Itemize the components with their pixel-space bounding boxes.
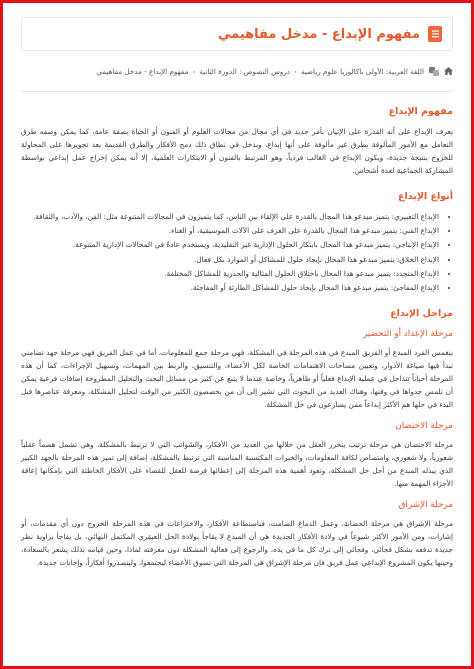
list-item: • الإبداع التعبيري: يتميز مبدعو هذا المجال بالقدرة على الإلقاء بين الناس، كما يتميزون في المجالات المتنوعة مثل: الفن، والأدب، والثقافة.	[21, 210, 439, 223]
list-item: • الإبداع الإنتاجي: يتميز مبدعو هذا المجال بابتكار الحلول الإدارية غير التقليدية، ويستخدم عادةً في المجالات الإدارية المتنوعة.	[21, 238, 439, 251]
section-heading-types: أنواع الإبداع	[398, 191, 453, 202]
translate-icon[interactable]	[429, 67, 439, 76]
illumination-paragraph: مرحلة الإشراق هي مرحلة الحضانة، وعمل الدماغ الصامت، فباستطاعة الأفكار، والاختراعات في هذه المرحلة الخروج دون أي مقدمات، أو إشارات، ومن الأمور الأكثر شيوعاً في ولادة الأفكار الجديدة هي أن المبدع لا يقاجأ بولادة الحل العبقري المكتمل النهائي، بل يفاجأ بزاوية نظر جديدة تدفعه بشكل فجائي، وفجائي إلى ترك كل ما في يده، والرجوع إلى فعالية المشكلة دون معرفته لماذا، وحين قيامه بذلك يشعر بالسعادة، وحينها يكون المشروع الإبداعي عمل فريق فإن مرحلة الإشراق هي المرحلة التي تسوق الأعضاء ليجتمعوا، وليتصدروا أفكاراً، وإجابات جديدة.	[21, 519, 453, 568]
subheading-illumination: مرحلة الإشراق	[398, 500, 453, 511]
breadcrumb-item[interactable]: اللغة العربية: الأولى باكالوريا علوم رياضية	[300, 66, 424, 76]
list-item: • الإبداع المفاجئ: يتميز مبدعو هذا المجال بإيجاد حلول للمشاكل الطارئة أو المفاجئة.	[21, 281, 439, 294]
breadcrumb-separator-icon: ›	[294, 66, 297, 76]
preparation-paragraph: ينغمس الفرد المبدع أو الفريق المبدع في هذه المرحلة في المشكلة، فهي مرحلة جمع للمعلومات، أما في عمل الفريق فهي مرحلة جهد تضامني تبدأ فيها صياغة الأدوار، وتعيين مساحات الاهتمامات الخاصة لكل الأعضاء، والتنسيق، والربط بين المهمات، وتسهيل الإجراءات، كما أن هذه المرحلة أحياناً تتداخل في عملية الإبداع فعلياً أو ظاهرياً، وخاصة عندما لا يتبع عن كثير من مسائل البحث والتحليل المطروحة إضافات فرعية يمكن أن تلمس جدواها في وقتها، وهناك العديد من البحوث التي تشير إلى أن من يخصصون الكثير من الوقت لتحليل المشكلة، ومعرفة عناصرها قبل البدء في حلها هم الأكثر إبداعاً ممن يسارعون في حل المشكلة.	[21, 348, 453, 410]
types-list	[21, 210, 439, 294]
breadcrumb-item[interactable]: دروس النصوص : الدورة الثانية	[199, 66, 291, 76]
document-icon	[428, 26, 442, 42]
breadcrumb	[21, 61, 453, 81]
page-header	[21, 17, 453, 51]
list-item: • الإبداع المتجدد: يتميز مبدعو هذا المجال باختلاق الحلول المثالية والجذرية للمشاكل المختلفة.	[21, 267, 439, 280]
page	[3, 17, 471, 569]
subheading-preparation: مرحلة الإعداد أو التحضير	[363, 329, 453, 340]
section-heading-stages: مراحل الإبداع	[390, 308, 453, 320]
list-item: • الإبداع الخلاق: يتميز مبدعو هذا المجال بإيجاد حلول للمشاكل أو الموارد بكل فعال.	[21, 253, 439, 266]
home-icon[interactable]	[444, 67, 453, 75]
page-title: مفهوم الإبداع - مدخل مفاهيمي	[217, 26, 420, 42]
subheading-incubation: مرحلة الاحتضان	[395, 421, 453, 432]
breadcrumb-item: مفهوم الإبداع - مدخل مفاهيمي	[96, 66, 189, 76]
list-item: • الإبداع الفني: يتميز مبدعو هذا المجال بالقدرة على العزف على الآلات الموسيقية، أو الغناء.	[21, 224, 439, 237]
concept-paragraph: يعرف الإبداع على أنه القدرة على الإتيان بأمر جديد في أي مجال من مجالات العلوم أو الفنون أو الحياة بصفة عامة، كما يمكن وصفه طرق التعامل مع الأمور المألوفة بطرق غير مألوفة على أنها إبداع، ويدخل في نطاق ذلك دمج الأفكار والطرق القديمة بعد تحويرها على المحاولة للخروج بنتيجة جديدة، ويكون الإبداع في الغالب فردياً، وهو المرتبط بالفنون أو الابتكارات العلمية، إلا أنه يمكن إخراج عمل إبداعي بواسطة المشاركة الجماعية لعدة أشخاص.	[21, 127, 453, 175]
breadcrumb-separator-icon: ›	[192, 66, 196, 76]
incubation-paragraph: مرحلة الاحتضان هي مرحلة ترتيب يتحرر العقل من خلالها من العديد من الأفكار، والشوائب التي لا ترتبط بالمشكلة، وهي تشمل هضماً عقلياً شعورياً، ولا شعوري، وامتصاص لكافة المعلومات، والخبرات المكتسبة المناسبة التي ترتبط بالمشكلة، إضافة إلى تميز هذه المرحلة بالجهد الكبير الذي يبذله المبدع من أجل حل المشكلة، وتعود أهمية هذه المرحلة إلى إعطائها فرصة للعقل للقضاء على الأفكار الخاطئة التي بإمكانها إعاقة الأجزاء المهمة منها.	[21, 440, 453, 489]
divider	[21, 91, 453, 92]
section-heading-concept: مفهوم الإبداع	[388, 106, 453, 117]
